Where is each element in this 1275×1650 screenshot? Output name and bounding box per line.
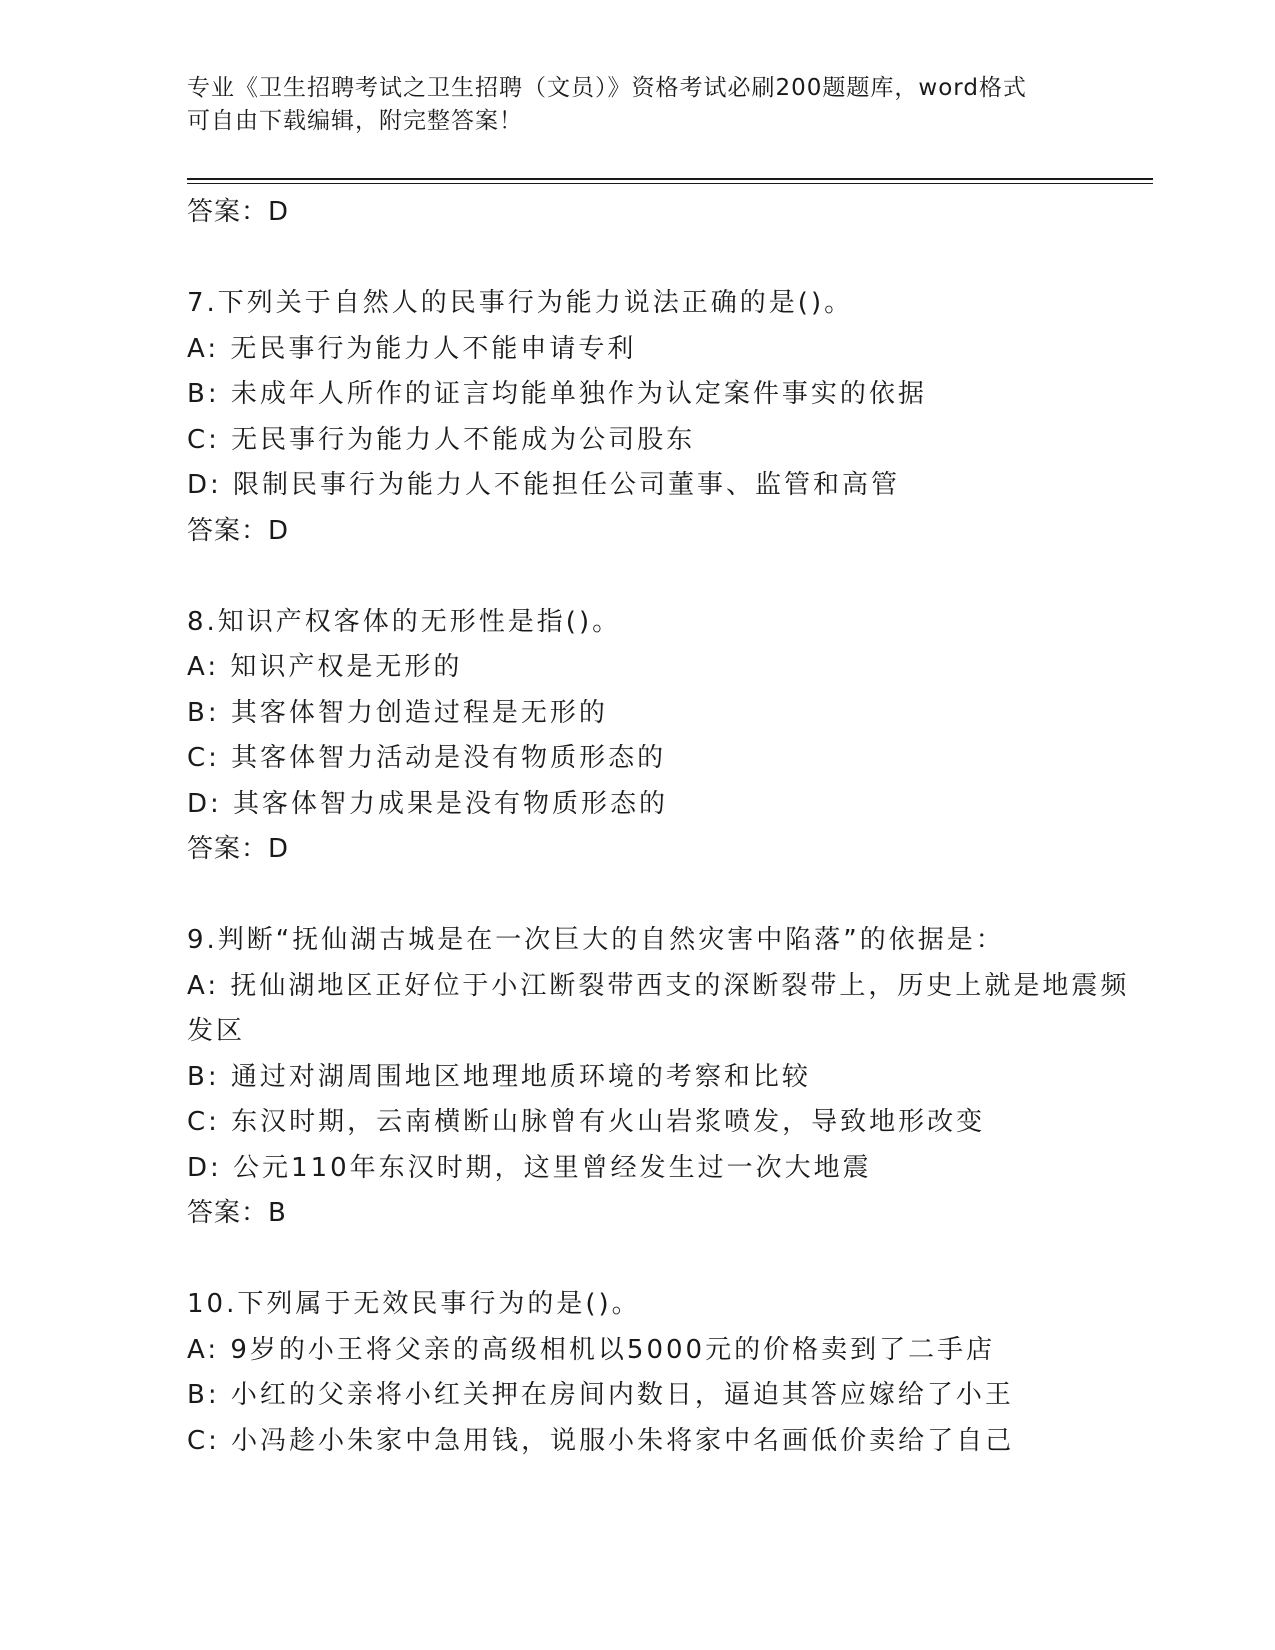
header-divider — [187, 178, 1153, 180]
header-divider-thin — [187, 183, 1153, 184]
question-block — [187, 600, 1147, 873]
option-d: D: 限制民事行为能力人不能担任公司董事、监管和高管 — [187, 470, 901, 500]
question-block — [187, 281, 1147, 554]
header-line-2: 可自由下载编辑，附完整答案！ — [187, 108, 523, 134]
question-stem: 8.知识产权客体的无形性是指()。 — [187, 606, 622, 637]
option-b: B: 其客体智力创造过程是无形的 — [187, 697, 608, 728]
option-c: C: 其客体智力活动是没有物质形态的 — [187, 743, 667, 773]
spacer — [187, 554, 1147, 600]
header-line-1: 专业《卫生招聘考试之卫生招聘（文员）》资格考试必刷200题题库，word格式 — [187, 75, 1027, 101]
question-stem: 9.判断“抚仙湖古城是在一次巨大的自然灾害中陷落”的依据是： — [187, 925, 1005, 955]
question-block — [187, 918, 1147, 1237]
option-c: C: 无民事行为能力人不能成为公司股东 — [187, 424, 696, 455]
option-c: C: 东汉时期，云南横断山脉曾有火山岩浆喷发，导致地形改变 — [187, 1107, 986, 1137]
question-block — [187, 1282, 1147, 1464]
answer-line: 答案：D — [187, 515, 290, 546]
question-stem: 7.下列关于自然人的民事行为能力说法正确的是()。 — [187, 288, 854, 318]
document-header — [187, 72, 1087, 138]
answer-line: 答案：D — [187, 834, 290, 864]
document-body — [187, 190, 1147, 1464]
option-b: B: 未成年人所作的证言均能单独作为认定案件事实的依据 — [187, 379, 927, 409]
option-a: A: 9岁的小王将父亲的高级相机以5000元的价格卖到了二手店 — [187, 1334, 996, 1365]
option-d: D: 其客体智力成果是没有物质形态的 — [187, 788, 669, 819]
answer-line: 答案：B — [187, 1198, 287, 1228]
option-a: A: 知识产权是无形的 — [187, 652, 463, 682]
option-a: A: 无民事行为能力人不能申请专利 — [187, 333, 637, 364]
option-c: C: 小冯趁小朱家中急用钱，说服小朱将家中名画低价卖给了自己 — [187, 1425, 1015, 1456]
option-b: B: 小红的父亲将小红关押在房间内数日，逼迫其答应嫁给了小王 — [187, 1380, 1014, 1410]
spacer — [187, 236, 1147, 282]
question-stem: 10.下列属于无效民事行为的是()。 — [187, 1289, 641, 1319]
option-b: B: 通过对湖周围地区地理地质环境的考察和比较 — [187, 1061, 811, 1092]
spacer — [187, 873, 1147, 919]
spacer — [187, 1237, 1147, 1283]
option-a: A: 抚仙湖地区正好位于小江断裂带西支的深断裂带上，历史上就是地震频发区 — [187, 970, 1130, 1046]
option-d: D: 公元110年东汉时期，这里曾经发生过一次大地震 — [187, 1152, 872, 1183]
answer-line: 答案：D — [187, 197, 290, 227]
